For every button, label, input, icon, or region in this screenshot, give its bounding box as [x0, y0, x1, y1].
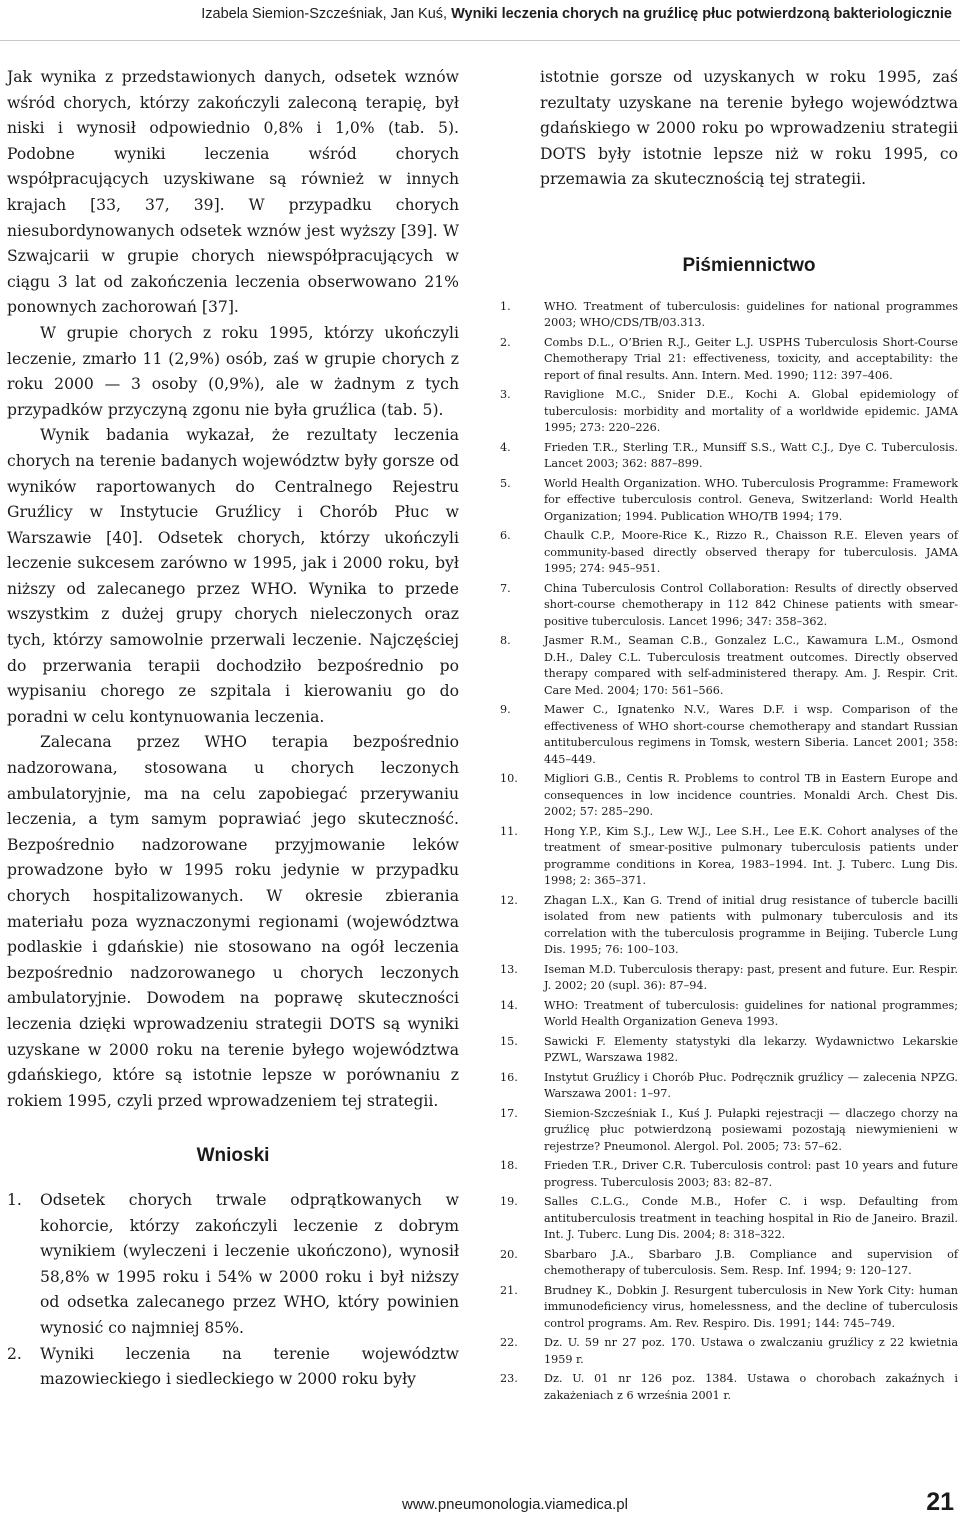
references-list	[500, 299, 958, 1405]
reference-text: Iseman M.D. Tuberculosis therapy: past, present and future. Eur. Respir. J. 2002; 20 (supl. 36): 87–94.	[544, 962, 958, 993]
reference-text: Jasmer R.M., Seaman C.B., Gonzalez L.C., Kawamura L.M., Osmond D.H., Daley C.L. Tuberculosis treatment outcomes. Directly observed therapy compared with self-administered therapy. Am. J. Respir. Crit. Care Med. 2004; 170: 561–566.	[544, 634, 958, 697]
reference-item	[500, 335, 958, 385]
reference-number: 2.	[500, 335, 511, 349]
reference-text: Salles C.L.G., Conde M.B., Hofer C. i wsp. Defaulting from antituberculosis treatment in teaching hospital in Rio de Janeiro. Brazil. Int. J. Tuberc. Lung Dis. 2004; 8: 318–322.	[544, 1195, 958, 1242]
reference-item	[500, 893, 958, 959]
reference-text: Dz. U. 01 nr 126 poz. 1384. Ustawa o chorobach zakaźnych i zakażeniach z 6 września 2001 r.	[544, 1372, 958, 1402]
body-paragraph: istotnie gorsze od uzyskanych w roku 1995, zaś rezultaty uzyskane na terenie byłego województwa gdańskiego w 2000 roku po wprowadzeniu strategii DOTS były istotnie lepsze niż w roku 1995, co przemawia za skutecznością tej strategii.	[540, 68, 958, 189]
reference-number: 10.	[500, 772, 518, 786]
reference-item	[500, 528, 958, 578]
reference-number: 9.	[500, 703, 511, 717]
reference-text: Combs D.L., O’Brien R.J., Geiter L.J. USPHS Tuberculosis Short-Course Chemotherapy Trial 21: effectiveness, toxicity, and acceptability: the report of final results. Ann. Intern. Med. 1990; 112: 397–406.	[544, 335, 958, 382]
reference-item	[500, 824, 958, 890]
reference-item	[500, 387, 958, 437]
reference-text: WHO. Treatment of tuberculosis: guidelines for national programmes 2003; WHO/CDS/TB/03.313.	[544, 299, 958, 330]
reference-text: Dz. U. 59 nr 27 poz. 170. Ustawa o zwalczaniu gruźlicy z 22 kwietnia 1959 r.	[544, 1336, 958, 1366]
body-paragraph: W grupie chorych z roku 1995, którzy ukończyli leczenie, zmarło 11 (2,9%) osób, zaś w grupie chorych z roku 2000 — 3 osoby (0,9%), ale w żadnym z tych przypadków przyczyną zgonu nie była gruźlica (tab. 5).	[7, 323, 459, 419]
reference-text: World Health Organization. WHO. Tuberculosis Programme: Framework for effective tuberculosis control. Geneva, Switzerland: World Health Organization; 1994. Publication WHO/TB 1994; 179.	[544, 476, 958, 523]
body-paragraph: Zalecana przez WHO terapia bezpośrednio nadzorowana, stosowana u chorych leczonych ambulatoryjnie, ma na celu zapobiegać przerywaniu leczenia, a tym samym poprawiać jego skuteczność. Bezpośrednio nadzorowane przyjmowanie leków prowadzone było w 1995 roku jedynie w przypadku chorych hospitalizowanych. W okresie zbierania materiału poza wyznaczonymi regionami (województwa podlaskie i gdańskie) nie stosowano na ogół leczenia bezpośrednio nadzorowanego u chorych leczonych ambulatoryjnie. Dowodem na poprawę skuteczności leczenia dzięki wprowadzeniu strategii DOTS są wyniki uzyskane w 2000 roku na terenie byłego województwa gdańskiego, które są istotnie lepsze w porównaniu z rokiem 1995, czyli przed wprowadzeniem tej strategii.	[7, 733, 459, 1110]
reference-text: Hong Y.P., Kim S.J., Lew W.J., Lee S.H., Lee E.K. Cohort analyses of the treatment of smear-positive pulmonary tuberculosis patients under programme conditions in Korea, 1983–1994. Int. J. Tuberc. Lung Dis. 1998; 2: 365–371.	[544, 824, 958, 888]
reference-item	[500, 1371, 958, 1404]
body-paragraph: Wynik badania wykazał, że rezultaty leczenia chorych na terenie badanych województw były gorsze od wyników raportowanych do Centralnego Rejestru Gruźlicy w Instytucie Gruźlicy i Chorób Płuc w Warszawie [40]. Odsetek chorych, którzy ukończyli leczenie sukcesem zarówno w 1995, jak i 2000 roku, był niższy od zalecanego przez WHO. Wynika to przede wszystkim z dużej grupy chorych nieleczonych oraz tych, którzy samowolnie przerwali leczenie. Najczęściej do przerwania terapii dochodziło bezpośrednio po wypisaniu chorego ze szpitala i kierowaniu go do poradni w celu kontynuowania leczenia.	[7, 426, 459, 726]
reference-item	[500, 1283, 958, 1333]
reference-item	[500, 1106, 958, 1156]
reference-number: 13.	[500, 962, 518, 976]
reference-item	[500, 299, 958, 332]
reference-number: 6.	[500, 529, 511, 543]
conclusions-list	[7, 1188, 459, 1393]
reference-item	[500, 1335, 958, 1368]
reference-item	[500, 1158, 958, 1191]
reference-item	[500, 581, 958, 631]
reference-number: 20.	[500, 1247, 518, 1261]
reference-text: Brudney K., Dobkin J. Resurgent tuberculosis in New York City: human immunodeficiency virus, homelessness, and the decline of tuberculosis control programs. Am. Rev. Respiro. Dis. 1991; 144: 745–749.	[544, 1283, 958, 1330]
body-paragraph: Jak wynika z przedstawionych danych, odsetek wznów wśród chorych, którzy zakończyli zaleconą terapię, był niski i wynosił odpowiednio 0,8% i 1,0% (tab. 5). Podobne wyniki leczenia wśród chorych współpracujących uzyskiwane są również w innych krajach [33, 37, 39]. W przypadku chorych niesubordynowanych odsetek wznów jest wyższy [39]. W Szwajcarii w grupie chorych niewspółpracujących w ciągu 3 lat od zakończenia leczenia obserwowano 21% ponownych zachorowań [37].	[7, 68, 459, 317]
reference-item	[500, 1034, 958, 1067]
reference-number: 7.	[500, 581, 511, 595]
reference-number: 15.	[500, 1034, 518, 1048]
reference-text: Instytut Gruźlicy i Chorób Płuc. Podręcznik gruźlicy — zalecenia NPZG. Warszawa 2001: 1–97.	[544, 1070, 958, 1101]
references-heading: Piśmiennictwo	[682, 254, 816, 276]
conclusion-number: 1.	[7, 1190, 22, 1209]
reference-number: 1.	[500, 299, 511, 313]
reference-item	[500, 633, 958, 699]
reference-text: Chaulk C.P., Moore-Rice K., Rizzo R., Chaisson R.E. Eleven years of community-based directly observed therapy for tuberculosis. JAMA 1995; 274: 945–951.	[544, 529, 958, 576]
reference-number: 21.	[500, 1283, 518, 1297]
reference-item	[500, 1070, 958, 1103]
header-authors: Izabela Siemion-Szcześniak, Jan Kuś,	[201, 6, 448, 22]
reference-number: 23.	[500, 1372, 518, 1386]
reference-item	[500, 998, 958, 1031]
header-line	[201, 6, 952, 22]
reference-text: Zhagan L.X., Kan G. Trend of initial drug resistance of tubercle bacilli isolated from new patients with pulmonary tuberculosis and its correlation with the tuberculosis programme in Beijing. Tubercle Lung Dis. 1995; 76: 100–103.	[544, 893, 958, 957]
reference-number: 3.	[500, 388, 511, 402]
reference-number: 5.	[500, 476, 511, 490]
reference-number: 17.	[500, 1106, 518, 1120]
conclusion-item	[7, 1188, 459, 1342]
reference-item	[500, 1194, 958, 1244]
conclusion-text: Wyniki leczenia na terenie województw mazowieckiego i siedleckiego w 2000 roku były	[40, 1344, 459, 1389]
reference-text: Migliori G.B., Centis R. Problems to control TB in Eastern Europe and consequences in low incidence countries. Monaldi Arch. Chest Dis. 2002; 57: 285–290.	[544, 772, 958, 819]
reference-text: Siemion-Szcześniak I., Kuś J. Pułapki rejestracji — dlaczego chorzy na gruźlicę płuc potwierdzoną posiewami pozostają niewymienieni w rejestrze? Pneumonol. Alergol. Pol. 2005; 73: 57–62.	[544, 1106, 958, 1153]
reference-number: 16.	[500, 1070, 518, 1084]
reference-item	[500, 440, 958, 473]
reference-text: Frieden T.R., Sterling T.R., Munsiff S.S., Watt C.J., Dye C. Tuberculosis. Lancet 2003; 362: 887–899.	[544, 440, 958, 471]
reference-number: 12.	[500, 893, 518, 907]
right-column	[500, 65, 958, 1407]
reference-item	[500, 962, 958, 995]
reference-number: 22.	[500, 1336, 518, 1350]
reference-item	[500, 1247, 958, 1280]
reference-item	[500, 476, 958, 526]
conclusion-number: 2.	[7, 1344, 22, 1363]
reference-text: Raviglione M.C., Snider D.E., Kochi A. Global epidemiology of tuberculosis: morbidity and mortality of a worldwide epidemic. JAMA 1995; 273: 220–226.	[544, 388, 958, 435]
reference-number: 11.	[500, 824, 518, 838]
conclusion-text: Odsetek chorych trwale odprątkowanych w kohorcie, którzy zakończyli leczenie z dobrym wynikiem (wyleczeni i leczenie ukończono), wynosił 58,8% w 1995 roku i 54% w 2000 roku i był niższy od odsetka zalecanego przez WHO, który powinien wynosić co najmniej 85%.	[40, 1190, 459, 1337]
reference-number: 18.	[500, 1159, 518, 1173]
reference-text: Sawicki F. Elementy statystyki dla lekarzy. Wydawnictwo Lekarskie PZWL, Warszawa 1982.	[544, 1034, 958, 1065]
running-header	[0, 0, 960, 41]
reference-number: 14.	[500, 998, 518, 1012]
reference-number: 8.	[500, 634, 511, 648]
header-title: Wyniki leczenia chorych na gruźlicę płuc potwierdzoną bakteriologicznie	[451, 6, 952, 22]
reference-text: China Tuberculosis Control Collaboration: Results of directly observed short-course chemotherapy in 112 842 Chinese patients with smear-positive tuberculosis. Lancet 1996; 347: 358–362.	[544, 581, 958, 628]
footer-url[interactable]: www.pneumonologia.viamedica.pl	[402, 1496, 628, 1513]
reference-number: 19.	[500, 1195, 518, 1209]
page-number: 21	[926, 1488, 954, 1516]
conclusion-item	[7, 1342, 459, 1393]
reference-text: Sbarbaro J.A., Sbarbaro J.B. Compliance and supervision of chemotherapy of tuberculosis. Sem. Resp. Inf. 1994; 9: 120–127.	[544, 1247, 958, 1278]
reference-number: 4.	[500, 440, 511, 454]
reference-text: Mawer C., Ignatenko N.V., Wares D.F. i wsp. Comparison of the effectiveness of WHO short-course chemotherapy and standart Russian antituberculous regimens in Tomsk, western Siberia. Lancet 2001; 358: 445–449.	[544, 703, 958, 766]
reference-text: WHO: Treatment of tuberculosis: guidelines for national programmes; World Health Organization Geneva 1993.	[544, 998, 958, 1029]
left-column	[7, 65, 459, 1393]
conclusions-heading: Wnioski	[196, 1145, 270, 1167]
reference-item	[500, 771, 958, 821]
reference-text: Frieden T.R., Driver C.R. Tuberculosis control: past 10 years and future progress. Tuberculosis 2003; 83: 82–87.	[544, 1159, 958, 1189]
reference-item	[500, 702, 958, 768]
